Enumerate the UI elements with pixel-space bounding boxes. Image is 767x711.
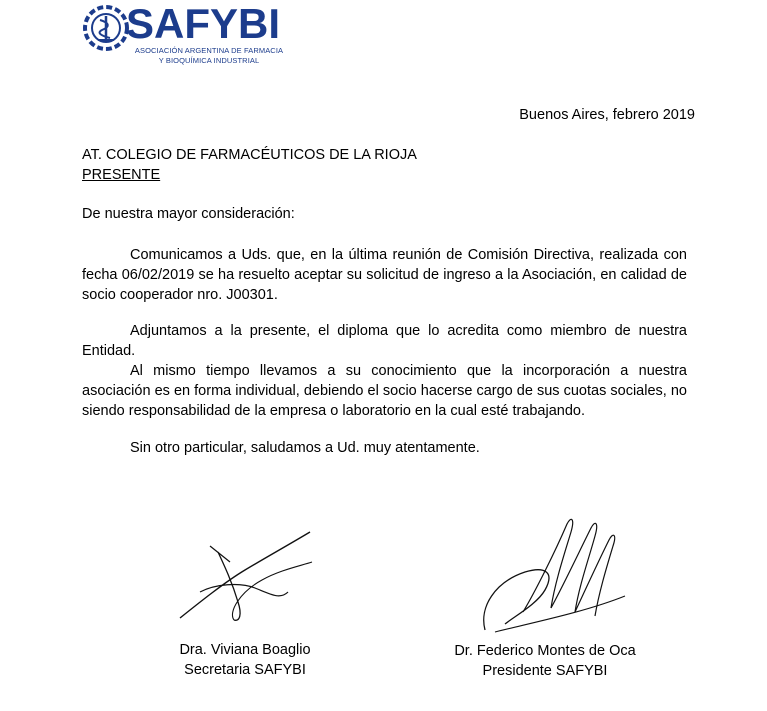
signature-left xyxy=(170,522,320,632)
signatory-name: Dr. Federico Montes de Oca xyxy=(454,643,636,659)
signature-right xyxy=(475,512,635,642)
signatory-role: Secretaria SAFYBI xyxy=(184,662,306,678)
signatory-secretary xyxy=(150,640,340,680)
presente-label: PRESENTE xyxy=(82,167,161,183)
brand-subtitle xyxy=(134,46,284,66)
signatory-role: Presidente SAFYBI xyxy=(482,663,608,679)
letter-date: Buenos Aires, febrero 2019 xyxy=(519,107,695,123)
brand-subtitle-line2: Y BIOQUÍMICA INDUSTRIAL xyxy=(158,56,260,65)
body-paragraph-2: Adjuntamos a la presente, el diploma que lo acredita como miembro de nuestra Entidad. xyxy=(82,323,687,359)
signatory-president xyxy=(440,641,650,681)
body-paragraph-3: Al mismo tiempo llevamos a su conocimiento que la incorporación a nuestra asociación es en forma individual, debiendo el socio hacerse cargo de sus cuotas sociales, no siendo responsabilidad de la empresa o laboratorio en la cual esté trabajando. xyxy=(82,363,687,419)
body-paragraph-1: Comunicamos a Uds. que, en la última reunión de Comisión Directiva, realizada con fecha 06/02/2019 se ha resuelto aceptar su solicitud de ingreso a la Asociación, en calidad de socio cooperador nro. J00301. xyxy=(82,247,687,303)
body-paragraph-4: Sin otro particular, saludamos a Ud. muy atentamente. xyxy=(130,440,480,456)
greeting: De nuestra mayor consideración: xyxy=(82,206,295,222)
signatory-name: Dra. Viviana Boaglio xyxy=(179,642,311,658)
brand-name: SAFYBI xyxy=(126,0,281,47)
brand-subtitle-line1: ASOCIACIÓN ARGENTINA DE FARMACIA xyxy=(134,46,284,55)
addressee: AT. COLEGIO DE FARMACÉUTICOS DE LA RIOJA xyxy=(82,147,417,163)
letterhead-logo xyxy=(82,2,282,72)
caduceus-icon xyxy=(82,4,130,52)
